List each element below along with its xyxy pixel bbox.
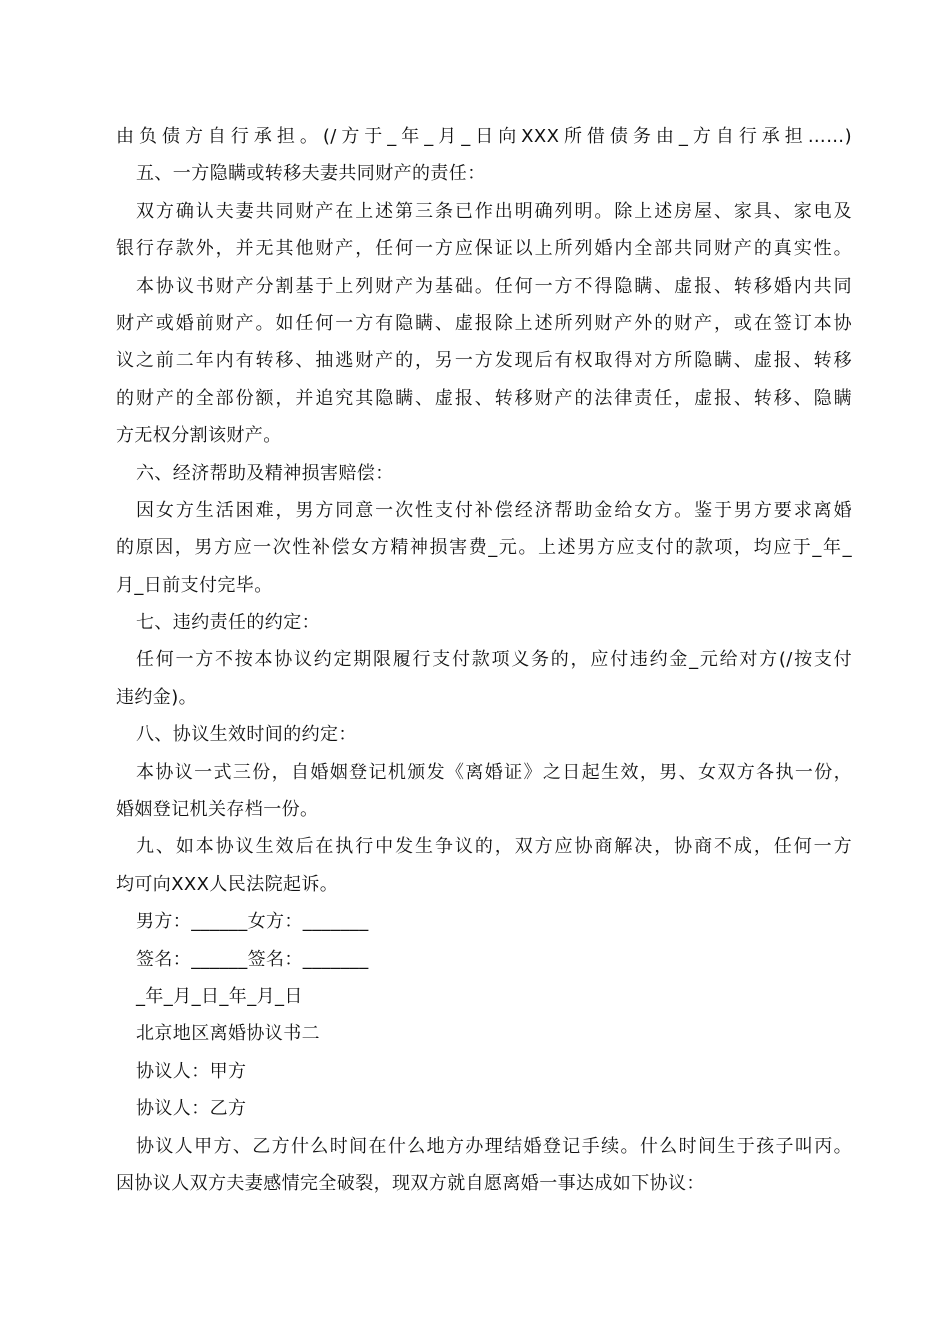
- section-heading: 八、协议生效时间的约定：: [136, 724, 357, 746]
- text-line: 议之前二年内有转移、抽逃财产的，另一方发现后有权取得对方所隐瞒、虚报、转移: [116, 350, 852, 372]
- text-line: 本协议一式三份，自婚姻登记机颁发《离婚证》之日起生效，男、女双方各执一份，: [136, 761, 852, 783]
- text-line: 违约金)。: [116, 686, 198, 708]
- signature-line-parties: 男方：______女方：_______: [136, 911, 369, 933]
- text-line: 因女方生活困难，男方同意一次性支付补偿经济帮助金给女方。鉴于男方要求离婚: [136, 499, 852, 521]
- party-b-line: 协议人：乙方: [136, 1098, 247, 1120]
- document-subtitle: 北京地区离婚协议书二: [136, 1023, 320, 1045]
- text-line: 的原因，男方应一次性补偿女方精神损害费_元。上述男方应支付的款项，均应于_年_: [116, 537, 852, 559]
- text-line: 均可向XXX人民法院起诉。: [116, 873, 339, 895]
- section-heading: 七、违约责任的约定：: [136, 612, 320, 634]
- text-line: 任何一方不按本协议约定期限履行支付款项义务的，应付违约金_元给对方(/按支付: [136, 649, 852, 671]
- section-heading: 六、经济帮助及精神损害赔偿：: [136, 462, 394, 484]
- text-line: 由负债方自行承担。(/方于_年_月_日向XXX所借债务由_方自行承担……): [116, 126, 852, 147]
- text-line: 财产或婚前财产。如任何一方有隐瞒、虚报除上述所列财产外的财产，或在签订本协: [116, 312, 852, 334]
- text-line: 银行存款外，并无其他财产，任何一方应保证以上所列婚内全部共同财产的真实性。: [116, 238, 852, 260]
- text-line: 方无权分割该财产。: [116, 425, 282, 447]
- text-line: 月_日前支付完毕。: [116, 574, 273, 596]
- text-line: 本协议书财产分割基于上列财产为基础。任何一方不得隐瞒、虚报、转移婚内共同: [136, 275, 852, 297]
- text-line: 婚姻登记机关存档一份。: [116, 799, 319, 821]
- section-heading: 五、一方隐瞒或转移夫妻共同财产的责任：: [136, 163, 486, 185]
- text-line: 九、如本协议生效后在执行中发生争议的，双方应协商解决，协商不成，任何一方: [136, 836, 852, 858]
- text-line: 因协议人双方夫妻感情完全破裂，现双方就自愿离婚一事达成如下协议：: [116, 1172, 705, 1194]
- text-line: 协议人甲方、乙方什么时间在什么地方办理结婚登记手续。什么时间生于孩子叫丙。: [136, 1135, 852, 1157]
- text-line: 双方确认夫妻共同财产在上述第三条已作出明确列明。除上述房屋、家具、家电及: [136, 200, 852, 222]
- document-page: [116, 118, 852, 1202]
- party-a-line: 协议人：甲方: [136, 1060, 247, 1082]
- text-line: 的财产的全部份额，并追究其隐瞒、虚报、转移财产的法律责任，虚报、转移、隐瞒: [116, 387, 852, 409]
- signature-line-names: 签名：______签名：_______: [136, 948, 369, 970]
- signature-line-dates: _年_月_日_年_月_日: [136, 985, 303, 1007]
